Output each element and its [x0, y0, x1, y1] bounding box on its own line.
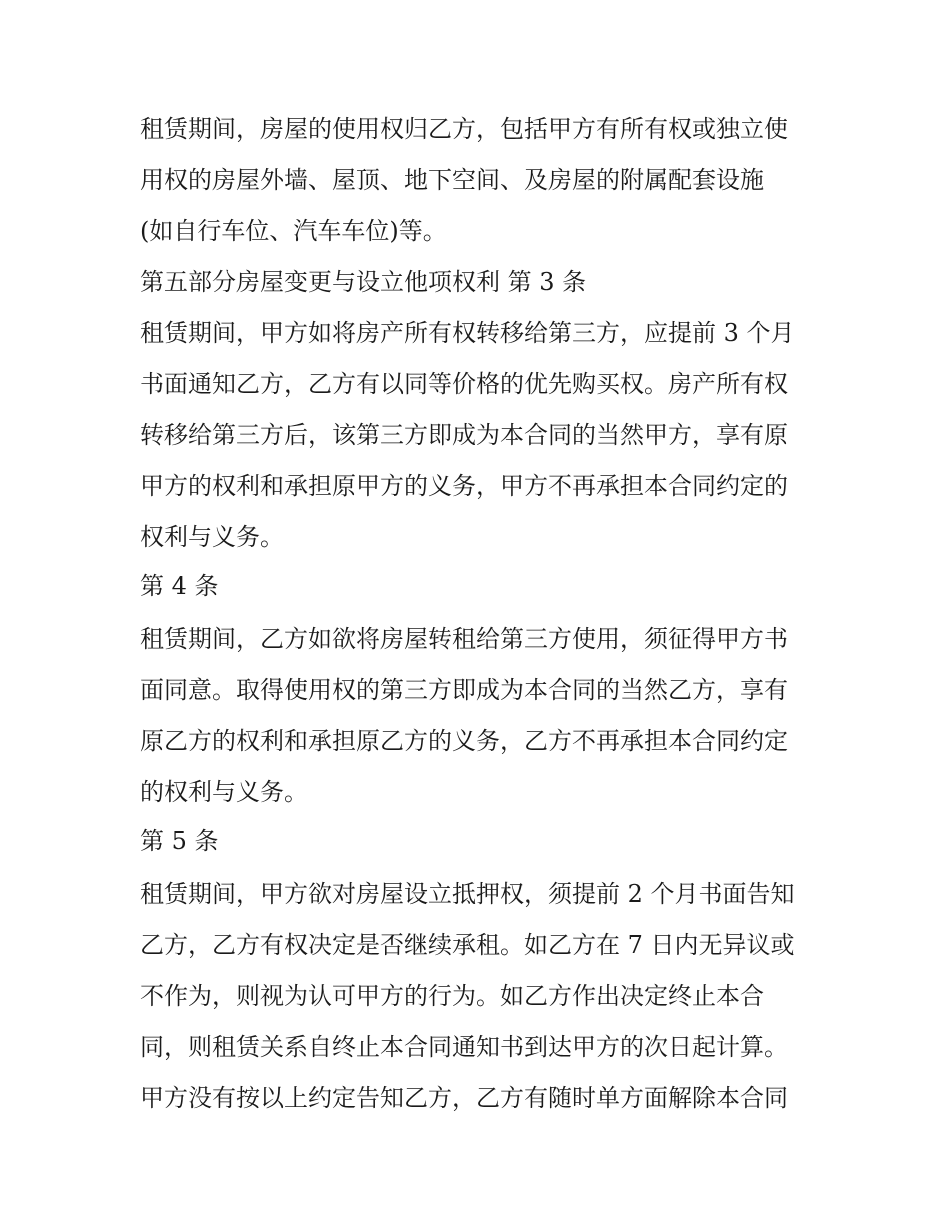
- text-line: 甲方的权利和承担原甲方的义务，甲方不再承担本合同约定的: [140, 472, 788, 500]
- text-line: 不作为，则视为认可甲方的行为。如乙方作出决定终止本合: [140, 982, 764, 1010]
- text-line: 租赁期间，房屋的使用权归乙方，包括甲方有所有权或独立使: [140, 115, 788, 143]
- article-heading: 第 4 条: [140, 572, 219, 600]
- text-line: 租赁期间，乙方如欲将房屋转租给第三方使用，须征得甲方书: [140, 625, 788, 653]
- text-line: 乙方，乙方有权决定是否继续承租。如乙方在 7 日内无异议或: [140, 931, 795, 959]
- text-line: 同，则租赁关系自终止本合同通知书到达甲方的次日起计算。: [140, 1033, 788, 1061]
- text-line: 转移给第三方后，该第三方即成为本合同的当然甲方，享有原: [140, 421, 788, 449]
- text-line: 的权利与义务。: [140, 778, 308, 806]
- text-line: 租赁期间，甲方欲对房屋设立抵押权，须提前 2 个月书面告知: [140, 880, 795, 908]
- section-heading: 第五部分房屋变更与设立他项权利 第 3 条: [140, 268, 587, 296]
- text-line: 权利与义务。: [140, 523, 284, 551]
- text-line: 用权的房屋外墙、屋顶、地下空间、及房屋的附属配套设施: [140, 166, 764, 194]
- text-line: 租赁期间，甲方如将房产所有权转移给第三方，应提前 3 个月: [140, 319, 795, 347]
- text-line: (如自行车位、汽车车位)等。: [140, 217, 447, 245]
- text-line: 原乙方的权利和承担原乙方的义务，乙方不再承担本合同约定: [140, 727, 788, 755]
- article-heading: 第 5 条: [140, 827, 219, 855]
- text-line: 面同意。取得使用权的第三方即成为本合同的当然乙方，享有: [140, 676, 788, 704]
- text-line: 甲方没有按以上约定告知乙方，乙方有随时单方面解除本合同: [140, 1084, 788, 1112]
- text-line: 书面通知乙方，乙方有以同等价格的优先购买权。房产所有权: [140, 370, 788, 398]
